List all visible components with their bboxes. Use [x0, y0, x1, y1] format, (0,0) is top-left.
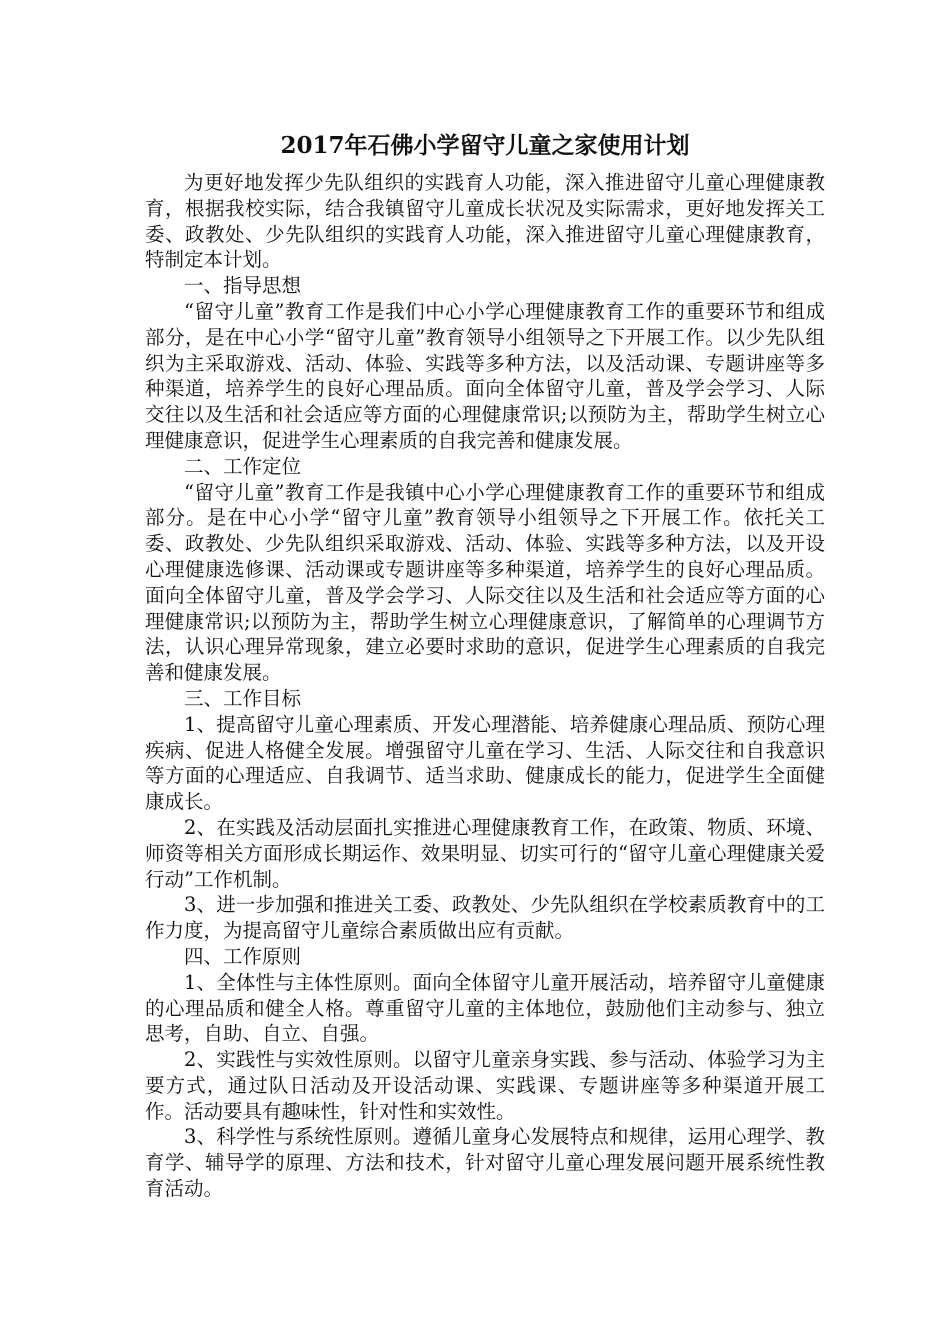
intro-paragraph: 为更好地发挥少先队组织的实践育人功能，深入推进留守儿童心理健康教育，根据我校实际，结合我镇留守儿童成长状况及实际需求，更好地发挥关工委、政教处、少先队组织的实践育人功能，深入推进留守儿童心理健康教育，特制定本计划。 — [145, 171, 825, 272]
section-heading: 二、工作定位 — [184, 454, 302, 478]
section-work-goals — [145, 686, 825, 944]
section-paragraph: 3、科学性与系统性原则。遵循儿童身心发展特点和规律，运用心理学、教育学、辅导学的原理、方法和技术，针对留守儿童心理发展问题开展系统性教育活动。 — [145, 1125, 825, 1201]
section-heading: 一、指导思想 — [184, 274, 302, 298]
section-paragraph: 2、实践性与实效性原则。以留守儿童亲身实践、参与活动、体验学习为主要方式，通过队日活动及开设活动课、实践课、专题讲座等多种渠道开展工作。活动要具有趣味性，针对性和实效性。 — [145, 1048, 825, 1123]
section-heading: 四、工作原则 — [184, 944, 302, 968]
section-paragraph: 1、全体性与主体性原则。面向全体留守儿童开展活动，培养留守儿童健康的心理品质和健全人格。尊重留守儿童的主体地位，鼓励他们主动参与、独立思考，自助、自立、自强。 — [145, 970, 825, 1046]
section-paragraph: “留守儿童”教育工作是我镇中心小学心理健康教育工作的重要环节和组成部分。是在中心小学“留守儿童”教育领导小组领导之下开展工作。依托关工委、政教处、少先队组织采取游戏、活动、体验、实践等多种方法，以及开设心理健康选修课、活动课或专题讲座等多种渠道，培养学生的良好心理品质。面向全体留守儿童，普及学会学习、人际交往以及生活和社会适应等方面的心理健康常识;以预防为主，帮助学生树立心理健康意识，了解简单的心理调节方法，认识心理异常现象，建立必要时求助的意识，促进学生心理素质的自我完善和健康发展。 — [145, 480, 825, 685]
section-work-positioning — [145, 454, 825, 686]
section-paragraph: “留守儿童”教育工作是我们中心小学心理健康教育工作的重要环节和组成部分，是在中心小学“留守儿童”教育领导小组领导之下开展工作。以少先队组织为主采取游戏、活动、体验、实践等多种方法，以及活动课、专题讲座等多种渠道，培养学生的良好心理品质。面向全体留守儿童，普及学会学习、人际交往以及生活和社会适应等方面的心理健康常识;以预防为主，帮助学生树立心理健康意识，促进学生心理素质的自我完善和健康发展。 — [145, 299, 825, 452]
section-work-principles — [145, 944, 825, 1202]
section-heading: 三、工作目标 — [184, 686, 302, 710]
section-paragraph: 2、在实践及活动层面扎实推进心理健康教育工作，在政策、物质、环境、师资等相关方面形成长期运作、效果明显、切实可行的“留守儿童心理健康关爱行动”工作机制。 — [145, 815, 825, 891]
document-title: 2017年石佛小学留守儿童之家使用计划 — [280, 132, 690, 159]
section-guiding-ideology — [145, 273, 825, 454]
section-paragraph: 3、进一步加强和推进关工委、政教处、少先队组织在学校素质教育中的工作力度，为提高留守儿童综合素质做出应有贡献。 — [145, 893, 825, 943]
section-paragraph: 1、提高留守儿童心理素质、开发心理潜能、培养健康心理品质、预防心理疾病、促进人格健全发展。增强留守儿童在学习、生活、人际交往和自我意识等方面的心理适应、自我调节、适当求助、健康成长的能力，促进学生全面健康成长。 — [145, 712, 825, 814]
document-page — [145, 126, 825, 1202]
